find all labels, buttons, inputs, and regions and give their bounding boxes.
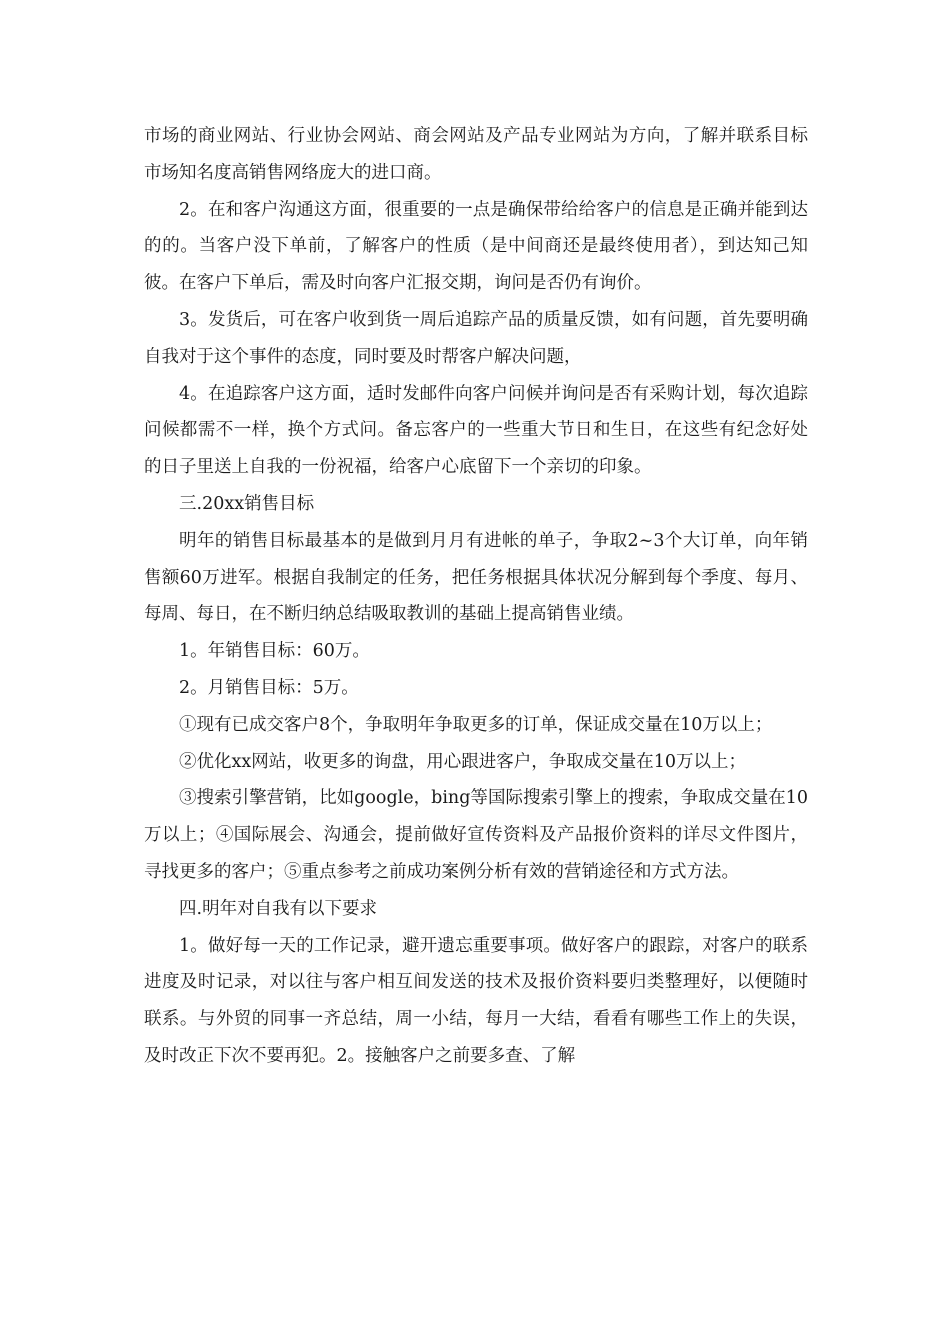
list-item-annual-target: 1。年销售目标：60万。 [179,641,370,662]
list-item-search-marketing: ③搜索引擎营销，比如google，bing等国际搜索引擎上的搜索，争取成交量在10万以上；④国际展会、沟通会，提前做好宣传资料及产品报价资料的详尽文件图片，寻找更多的客户；⑤重点参考之前成功案例分析有效的营销途径和方式方法。 [144,788,808,882]
paragraph-communication: 2。在和客户沟通这方面，很重要的一点是确保带给给客户的信息是正确并能到达的的。当客户没下单前，了解客户的性质（是中间商还是最终使用者），到达知己知彼。在客户下单后，需及时向客户汇报交期，询问是否仍有询价。 [144,199,808,294]
paragraph-follow-up: 4。在追踪客户这方面，适时发邮件向客户问候并询问是否有采购计划，每次追踪问候都需不一样，换个方式问。备忘客户的一些重大节日和生日，在这些有纪念好处的日子里送上自我的一份祝福，给客户心底留下一个亲切的印象。 [144,383,808,478]
section-heading-requirements: 四.明年对自我有以下要求 [179,898,378,919]
list-item-existing-customers: ①现有已成交客户8个，争取明年争取更多的订单，保证成交量在10万以上； [179,714,773,735]
list-item-monthly-target: 2。月销售目标：5万。 [179,677,359,698]
paragraph-sales-target: 明年的销售目标最基本的是做到月月有进帐的单子，争取2~3个大订单，向年销售额60万进军。根据自我制定的任务，把任务根据具体状况分解到每个季度、每月、每周、每日，在不断归纳总结吸取教训的基础上提高销售业绩。 [144,530,808,625]
paragraph-intro-continued: 市场的商业网站、行业协会网站、商会网站及产品专业网站为方向，了解并联系目标市场知名度高销售网络庞大的进口商。 [144,126,808,183]
section-heading-sales-target: 三.20xx销售目标 [179,493,315,514]
paragraph-requirements: 1。做好每一天的工作记录，避开遗忘重要事项。做好客户的跟踪，对客户的联系进度及时记录，对以往与客户相互间发送的技术及报价资料要归类整理好，以便随时联系。与外贸的同事一齐总结，周一小结，每月一大结，看看有哪些工作上的失误，及时改正下次不要再犯。2。接触客户之前要多查、了解 [144,935,808,1066]
document-body [144,118,808,1075]
paragraph-after-shipping: 3。发货后，可在客户收到货一周后追踪产品的质量反馈，如有问题，首先要明确自我对于这个事件的态度，同时要及时帮客户解决问题， [144,309,808,367]
list-item-website-optimization: ②优化xx网站，收更多的询盘，用心跟进客户，争取成交量在10万以上； [179,751,747,772]
